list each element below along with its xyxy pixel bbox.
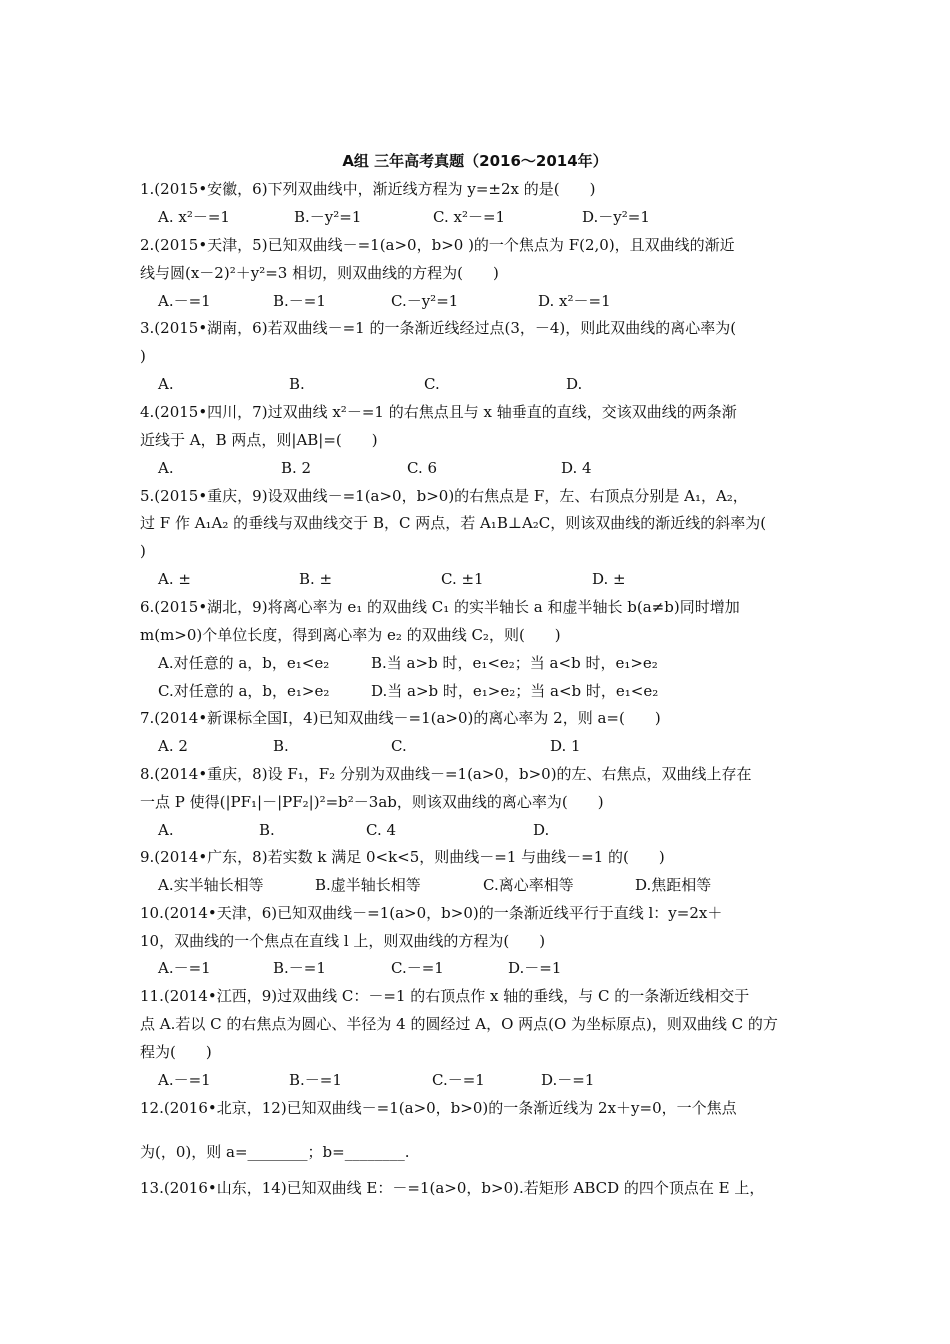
question-9-option-C: C.离心率相等	[483, 876, 574, 894]
question-1-line-1: 1.(2015•安徽，6)下列双曲线中，渐近线方程为 y=±2x 的是( )	[140, 180, 596, 198]
question-5-line-2: 过 F 作 A₁A₂ 的垂线与双曲线交于 B，C 两点，若 A₁B⊥A₂C，则该双曲线的渐近线的斜率为(	[140, 514, 767, 532]
question-7-option-B: B.	[273, 737, 289, 755]
question-6-option-C: C.对任意的 a，b，e₁>e₂	[158, 682, 330, 700]
question-4-line-2: 近线于 A，B 两点，则|AB|=( )	[140, 431, 378, 449]
question-9-option-B: B.虚半轴长相等	[315, 876, 421, 894]
question-11-option-B: B.－=1	[289, 1071, 342, 1089]
question-11-option-D: D.－=1	[541, 1071, 595, 1089]
question-10-option-C: C.－=1	[391, 959, 444, 977]
question-12-line-1: 12.(2016•北京，12)已知双曲线－=1(a>0，b>0)的一条渐近线为 2x＋y=0，一个焦点	[140, 1099, 737, 1117]
question-11-line-1: 11.(2014•江西，9)过双曲线 C：－=1 的右顶点作 x 轴的垂线，与 C 的一条渐近线相交于	[140, 987, 750, 1005]
question-5-option-B: B. ±	[299, 570, 333, 588]
question-10-option-A: A.－=1	[158, 959, 211, 977]
question-6-option-A: A.对任意的 a，b，e₁<e₂	[158, 654, 330, 672]
question-8-option-A: A.	[158, 821, 174, 839]
question-11-line-2: 点 A.若以 C 的右焦点为圆心、半径为 4 的圆经过 A，O 两点(O 为坐标原点)，则双曲线 C 的方	[140, 1015, 778, 1033]
question-1-option-A: A. x²－=1	[158, 208, 230, 226]
question-3-option-C: C.	[424, 375, 440, 393]
question-9-option-D: D.焦距相等	[635, 876, 712, 894]
question-6-option-B: B.当 a>b 时，e₁<e₂；当 a<b 时，e₁>e₂	[371, 654, 658, 672]
question-10-option-D: D.－=1	[508, 959, 562, 977]
question-1-option-D: D.－y²=1	[582, 208, 650, 226]
question-6-line-2: m(m>0)个单位长度，得到离心率为 e₂ 的双曲线 C₂，则( )	[140, 626, 561, 644]
question-4-option-D: D. 4	[561, 459, 592, 477]
question-13-line-1: 13.(2016•山东，14)已知双曲线 E：－=1(a>0，b>0).若矩形 ABCD 的四个顶点在 E 上，	[140, 1179, 765, 1197]
question-1-option-C: C. x²－=1	[433, 208, 506, 226]
question-10-line-1: 10.(2014•天津，6)已知双曲线－=1(a>0，b>0)的一条渐近线平行于直线 l：y=2x＋	[140, 904, 723, 922]
question-3-option-A: A.	[158, 375, 174, 393]
question-11-option-A: A.－=1	[158, 1071, 211, 1089]
question-5-line-1: 5.(2015•重庆，9)设双曲线－=1(a>0，b>0)的右焦点是 F，左、右顶点分别是 A₁，A₂，	[140, 487, 748, 505]
question-5-option-C: C. ±1	[441, 570, 484, 588]
question-2-line-2: 线与圆(x－2)²＋y²=3 相切，则双曲线的方程为( )	[140, 264, 499, 282]
question-6-option-D: D.当 a>b 时，e₁>e₂；当 a<b 时，e₁<e₂	[371, 682, 659, 700]
question-2-option-B: B.－=1	[273, 292, 326, 310]
question-7-option-A: A. 2	[158, 737, 188, 755]
question-8-option-B: B.	[259, 821, 275, 839]
question-7-option-C: C.	[391, 737, 407, 755]
question-2-option-D: D. x²－=1	[538, 292, 611, 310]
question-7-option-D: D. 1	[550, 737, 581, 755]
question-12-line-2: 为(，0)，则 a=________；b=________.	[140, 1143, 410, 1161]
question-9-line-1: 9.(2014•广东，8)若实数 k 满足 0<k<5，则曲线－=1 与曲线－=1 的( )	[140, 848, 665, 866]
question-2-option-A: A.－=1	[158, 292, 211, 310]
question-1-option-B: B.－y²=1	[294, 208, 362, 226]
question-9-option-A: A.实半轴长相等	[158, 876, 264, 894]
question-4-option-C: C. 6	[407, 459, 438, 477]
question-8-option-C: C. 4	[366, 821, 397, 839]
question-2-option-C: C.－y²=1	[391, 292, 459, 310]
question-8-line-1: 8.(2014•重庆，8)设 F₁，F₂ 分别为双曲线－=1(a>0，b>0)的左、右焦点，双曲线上存在	[140, 765, 752, 783]
question-7-line-1: 7.(2014•新课标全国Ⅰ，4)已知双曲线－=1(a>0)的离心率为 2，则 a=( )	[140, 709, 661, 727]
question-3-line-2: )	[140, 347, 146, 365]
question-5-option-D: D. ±	[592, 570, 626, 588]
question-4-line-1: 4.(2015•四川，7)过双曲线 x²－=1 的右焦点且与 x 轴垂直的直线，交该双曲线的两条渐	[140, 403, 737, 421]
question-11-line-3: 程为( )	[140, 1043, 212, 1061]
question-5-option-A: A. ±	[158, 570, 191, 588]
question-8-line-2: 一点 P 使得(|PF₁|－|PF₂|)²=b²－3ab，则该双曲线的离心率为( )	[140, 793, 604, 811]
question-11-option-C: C.－=1	[432, 1071, 485, 1089]
question-2-line-1: 2.(2015•天津，5)已知双曲线－=1(a>0，b>0 )的一个焦点为 F(2,0)，且双曲线的渐近	[140, 236, 735, 254]
question-3-option-B: B.	[289, 375, 305, 393]
question-4-option-B: B. 2	[281, 459, 312, 477]
question-8-option-D: D.	[533, 821, 550, 839]
question-3-option-D: D.	[566, 375, 583, 393]
question-5-line-3: )	[140, 542, 146, 560]
question-10-option-B: B.－=1	[273, 959, 326, 977]
question-6-line-1: 6.(2015•湖北，9)将离心率为 e₁ 的双曲线 C₁ 的实半轴长 a 和虚半轴长 b(a≠b)同时增加	[140, 598, 740, 616]
question-10-line-2: 10，双曲线的一个焦点在直线 l 上，则双曲线的方程为( )	[140, 932, 546, 950]
section-title: A组 三年高考真题（2016～2014年）	[342, 152, 608, 170]
question-3-line-1: 3.(2015•湖南，6)若双曲线－=1 的一条渐近线经过点(3，－4)，则此双曲线的离心率为(	[140, 319, 737, 337]
question-4-option-A: A.	[158, 459, 174, 477]
